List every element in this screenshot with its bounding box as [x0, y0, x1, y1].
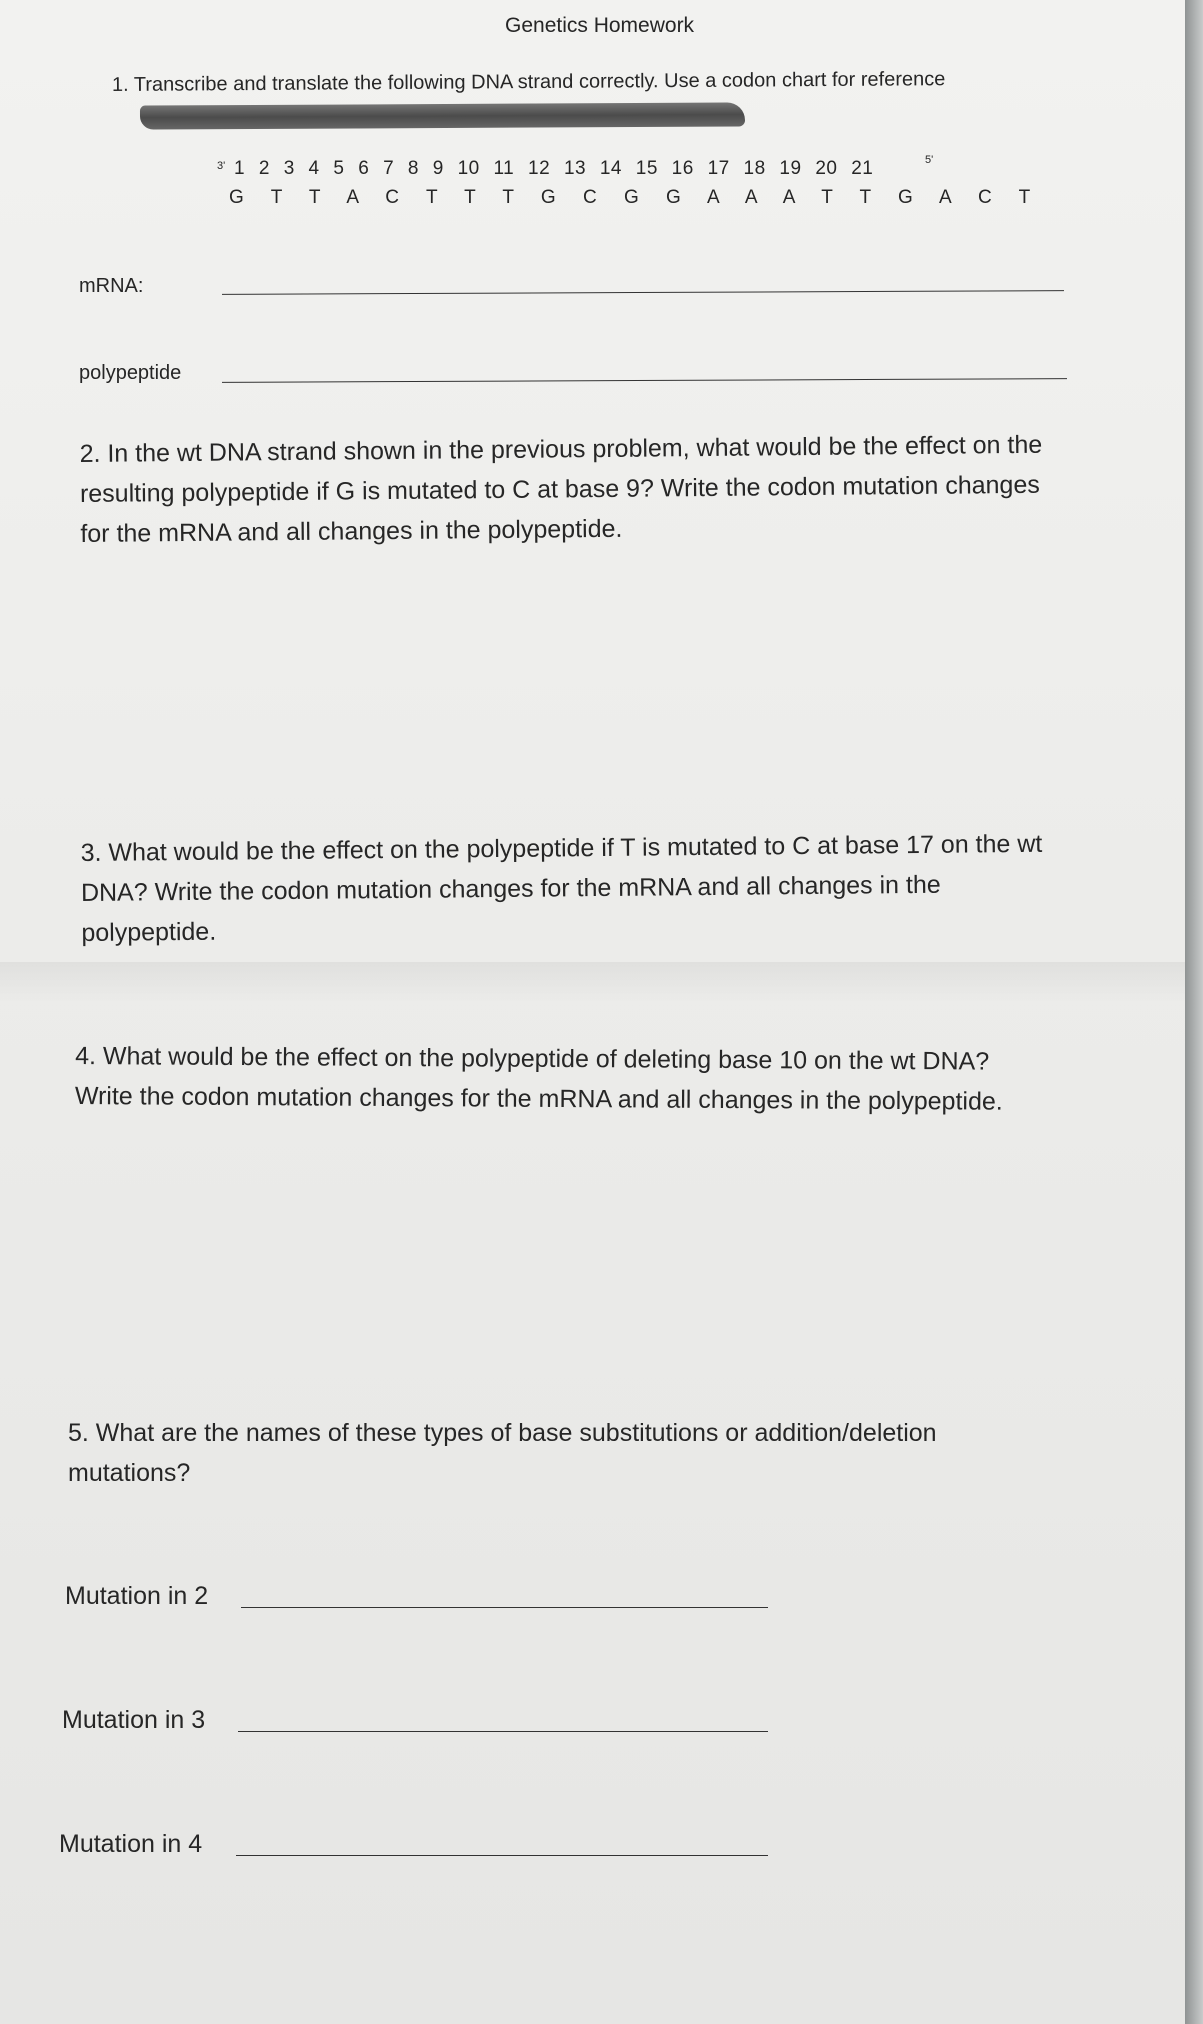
question-5-line-1: 5. What are the names of these types of base substitutions or addition/deletion — [68, 1419, 937, 1447]
paper-fold — [0, 962, 1185, 1002]
question-4 — [75, 1036, 1003, 1122]
base-position-numbers: 1 2 3 4 5 6 7 8 9 10 11 12 13 14 15 16 17 18 19 20 21 — [234, 158, 874, 179]
three-prime-label: 3' — [217, 160, 226, 172]
page-title: Genetics Homework — [505, 14, 695, 37]
mutation-4-label: Mutation in 4 — [59, 1830, 203, 1858]
question-3-line-2: DNA? Write the codon mutation changes for the mRNA and all changes in the — [80, 870, 941, 907]
question-5-line-2: mutations? — [68, 1459, 191, 1487]
mrna-label: mRNA: — [79, 275, 144, 297]
question-2-line-2: resulting polypeptide if G is mutated to C at base 9? Write the codon mutation changes — [79, 470, 1040, 508]
question-2-line-1: 2. In the wt DNA strand shown in the previous problem, what would be the effect on the — [79, 430, 1043, 469]
question-4-line-1: 4. What would be the effect on the polypeptide of deleting base 10 on the wt DNA? — [75, 1042, 990, 1076]
question-4-line-2: Write the codon mutation changes for the mRNA and all changes in the polypeptide. — [74, 1081, 1003, 1116]
question-3-line-3: polypeptide. — [81, 917, 217, 947]
question-3 — [80, 824, 1043, 953]
five-prime-label: 5' — [925, 154, 934, 166]
question-2 — [79, 425, 1043, 554]
polypeptide-answer-line[interactable] — [222, 378, 1067, 383]
mutation-3-label: Mutation in 3 — [62, 1706, 206, 1734]
dna-sequence: G T T A C T T T G C G G A A A T T G A C T — [229, 187, 1040, 208]
question-1-text: 1. Transcribe and translate the following DNA strand correctly. Use a codon chart for reference — [111, 68, 946, 96]
mutation-2-label: Mutation in 2 — [65, 1582, 209, 1610]
mutation-2-answer-line[interactable] — [241, 1607, 768, 1608]
mutation-3-answer-line[interactable] — [238, 1731, 768, 1732]
page-edge-shadow — [1185, 0, 1203, 2024]
question-3-line-1: 3. What would be the effect on the polypeptide if T is mutated to C at base 17 on the wt — [80, 829, 1043, 868]
question-2-line-3: for the mRNA and all changes in the polypeptide. — [80, 514, 623, 548]
mutation-4-answer-line[interactable] — [236, 1855, 768, 1856]
redaction-mark — [140, 102, 745, 129]
polypeptide-label: polypeptide — [79, 362, 182, 384]
question-5 — [68, 1413, 937, 1493]
mrna-answer-line[interactable] — [222, 290, 1064, 295]
